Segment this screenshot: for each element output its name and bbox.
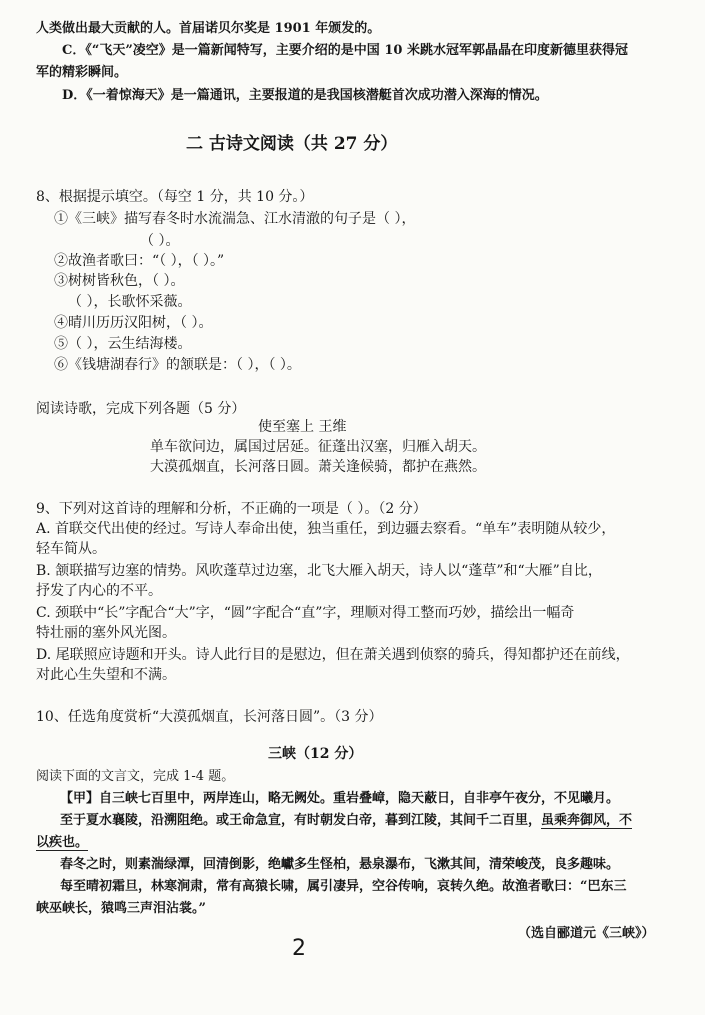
q8-item1-line2: （ ）。 bbox=[140, 233, 180, 249]
q8-item1-line1: ①《三峡》描写春冬时水流湍急、江水清澈的句子是（ ）， bbox=[54, 211, 416, 227]
q9-option-d-line2: 对此心生失望和不满。 bbox=[36, 667, 176, 683]
q8-item2: ②故渔者歌曰：“（ ），（ ）。” bbox=[54, 253, 225, 269]
q9-option-a-line2: 轻车简从。 bbox=[36, 541, 106, 557]
q8-item3-line1: ③树树皆秋色，（ ）。 bbox=[54, 273, 185, 289]
option-d: D．《一着惊海天》是一篇通讯，主要报道的是我国核潜艇首次成功潜入深海的情况。 bbox=[62, 88, 548, 103]
poem-title: 使至塞上 王维 bbox=[258, 419, 347, 435]
underlined-phrase: 虽乘奔御风，不 bbox=[541, 813, 633, 828]
poem-line1: 单车欲问边，属国过居延。征蓬出汉塞，归雁入胡天。 bbox=[150, 439, 486, 455]
sanxia-paragraph-3: 春冬之时，则素湍绿潭，回清倒影，绝巘多生怪柏，悬泉瀑布，飞漱其间，清荣峻茂，良多趣味。 bbox=[60, 857, 620, 872]
option-c-line1: C．《“飞天”凌空》是一篇新闻特写，主要介绍的是中国 10 米跳水冠军郭晶晶在印度新德里获得冠 bbox=[62, 43, 628, 58]
q9-option-c-line1: C. 颈联中“长”字配合“大”字，“圆”字配合“直”字，理顺对得工整而巧妙，描绘出一幅奇 bbox=[36, 605, 575, 621]
q8-item5: ⑤（ ），云生结海楼。 bbox=[54, 336, 192, 352]
option-c-line2: 军的精彩瞬间。 bbox=[36, 65, 128, 80]
sanxia-paragraph-1: 【甲】自三峡七百里中，两岸连山，略无阙处。重岩叠嶂，隐天蔽日，自非亭午夜分，不见曦月。 bbox=[60, 791, 620, 806]
poem-intro: 阅读诗歌，完成下列各题（5 分） bbox=[36, 401, 246, 417]
page-number: 2 bbox=[292, 936, 306, 961]
q8-item3-line2: （ ），长歌怀采薇。 bbox=[68, 294, 192, 310]
sanxia-paragraph-4-line2: 峡巫峡长，猿鸣三声泪沾裳。” bbox=[36, 901, 206, 916]
q10-stem: 10、任选角度赏析“大漠孤烟直，长河落日圆”。（3 分） bbox=[36, 709, 383, 725]
section-heading: 二 古诗文阅读（共 27 分） bbox=[186, 134, 398, 154]
q9-stem: 9、下列对这首诗的理解和分析，不正确的一项是（ ）。（2 分） bbox=[36, 501, 427, 517]
sanxia-source: （选自郦道元《三峡》） bbox=[518, 926, 655, 941]
q8-stem: 8、根据提示填空。（每空 1 分，共 10 分。） bbox=[36, 189, 314, 205]
q9-option-b-line2: 抒发了内心的不平。 bbox=[36, 583, 162, 599]
q9-option-c-line2: 特壮丽的塞外风光图。 bbox=[36, 625, 176, 641]
text-line: 人类做出最大贡献的人。首届诺贝尔奖是 1901 年颁发的。 bbox=[36, 21, 381, 36]
sanxia-paragraph-2-line1 bbox=[60, 812, 632, 830]
poem-line2: 大漠孤烟直，长河落日圆。萧关逢候骑，都护在燕然。 bbox=[150, 459, 486, 475]
sanxia-intro: 阅读下面的文言文，完成 1-4 题。 bbox=[36, 769, 235, 784]
q8-item4: ④晴川历历汉阳树，（ ）。 bbox=[54, 315, 213, 331]
sanxia-paragraph-2-line2 bbox=[36, 834, 88, 852]
sanxia-paragraph-4-line1: 每至晴初霜旦，林寒涧肃，常有高猿长啸，属引凄异，空谷传响，哀转久绝。故渔者歌曰：“巴东三 bbox=[60, 879, 627, 894]
sanxia-title: 三峡（12 分） bbox=[268, 746, 363, 762]
q9-option-b-line1: B. 颔联描写边塞的情势。风吹蓬草过边塞，北飞大雁入胡天，诗人以“蓬草”和“大雁”自比， bbox=[36, 563, 602, 579]
q9-option-d-line1: D. 尾联照应诗题和开头。诗人此行目的是慰边，但在萧关遇到侦察的骑兵，得知都护还在前线， bbox=[36, 647, 630, 663]
underlined-phrase-end: 以疾也。 bbox=[36, 835, 89, 850]
q9-option-a-line1: A. 首联交代出使的经过。写诗人奉命出使，独当重任，到边疆去察看。“单车”表明随从较少， bbox=[36, 521, 616, 537]
sanxia-text-span: 至于夏水襄陵，沿溯阻绝。或王命急宣，有时朝发白帝，暮到江陵，其间千二百里， bbox=[60, 813, 542, 828]
q8-item6: ⑥《钱塘湖春行》的颔联是：（ ），（ ）。 bbox=[54, 357, 301, 373]
